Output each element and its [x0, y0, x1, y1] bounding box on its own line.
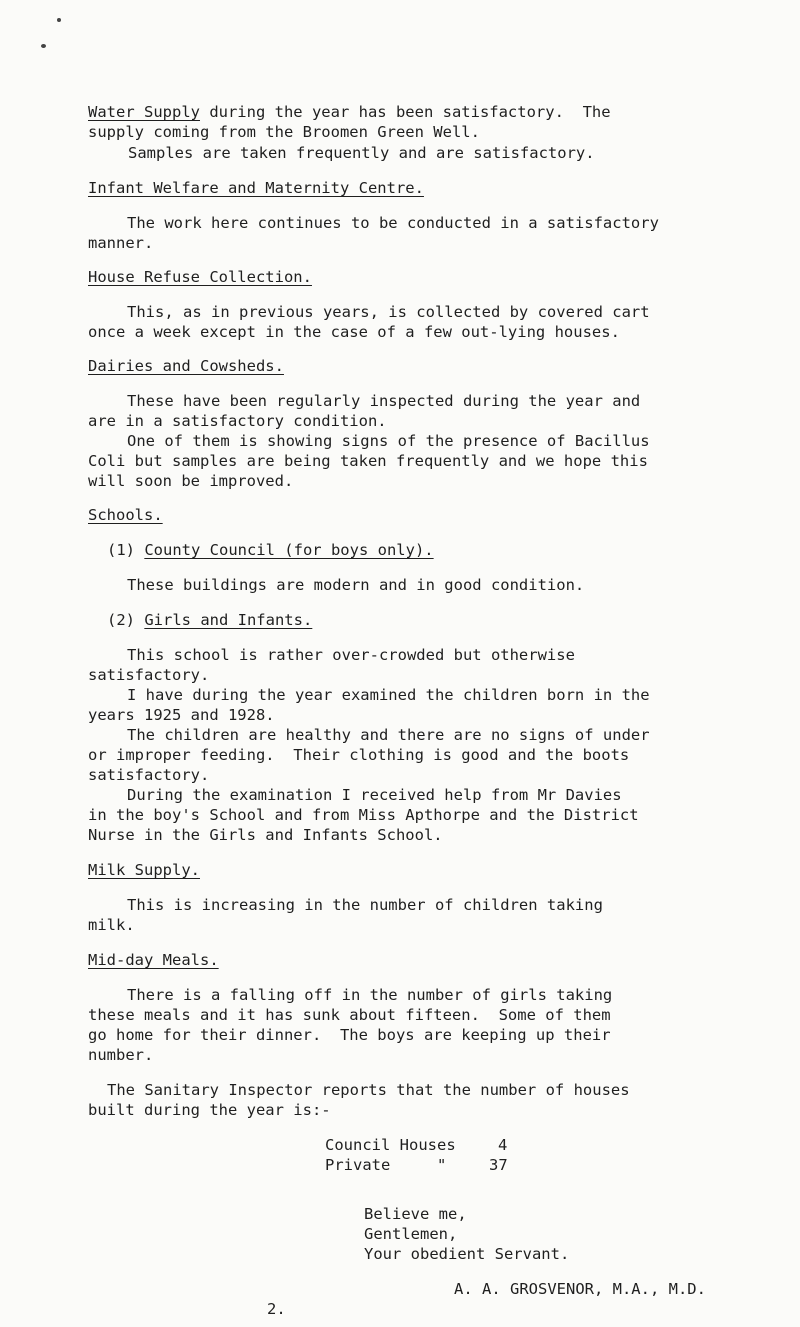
girls-line-10: Nurse in the Girls and Infants School.: [88, 826, 443, 844]
council-houses-count: 4: [498, 1136, 508, 1154]
girls-line-6: or improper feeding. Their clothing is good and the boots: [88, 746, 630, 764]
schools-sub-2: [107, 610, 312, 630]
water-line-1: [88, 102, 611, 122]
girls-line-3: I have during the year examined the children born in the: [127, 686, 650, 704]
infant-line-1: The work here continues to be conducted in a satisfactory: [127, 214, 659, 232]
dairies-line-2: are in a satisfactory condition.: [88, 412, 387, 430]
mid-day-meals-heading: Mid-day Meals.: [88, 951, 219, 969]
closing-line-3: Your obedient Servant.: [364, 1245, 570, 1263]
dairies-heading: Dairies and Cowsheds.: [88, 357, 284, 375]
closing-line-1: Believe me,: [364, 1205, 467, 1223]
infant-line-2: manner.: [88, 234, 154, 252]
ink-mark: [57, 18, 61, 22]
water-line-1-text: during the year has been satisfactory. The: [199, 103, 611, 121]
dairies-line-4: Coli but samples are being taken frequently and we hope this: [88, 452, 648, 470]
meals-line-4: number.: [88, 1046, 154, 1064]
schools-sub-2-number: (2): [107, 611, 145, 629]
dairies-line-5: will soon be improved.: [88, 472, 294, 490]
council-houses-label: Council Houses: [325, 1136, 456, 1154]
schools-sub-1-number: (1): [107, 541, 145, 559]
girls-infants-heading: Girls and Infants.: [144, 611, 313, 629]
girls-line-9: in the boy's School and from Miss Apthorpe and the District: [88, 806, 639, 824]
girls-line-4: years 1925 and 1928.: [88, 706, 275, 724]
dairies-line-3: One of them is showing signs of the presence of Bacillus: [127, 432, 650, 450]
milk-line-2: milk.: [88, 916, 135, 934]
schools-sub-1-line: These buildings are modern and in good condition.: [127, 576, 585, 594]
schools-heading: Schools.: [88, 506, 163, 524]
ink-mark: [41, 44, 46, 48]
schools-sub-1: [107, 540, 434, 560]
page-number: 2.: [267, 1300, 286, 1318]
refuse-line-2: once a week except in the case of a few out-lying houses.: [88, 323, 620, 341]
girls-line-1: This school is rather over-crowded but otherwise: [127, 646, 575, 664]
closing-line-2: Gentlemen,: [364, 1225, 458, 1243]
meals-line-2: these meals and it has sunk about fifteen. Some of them: [88, 1006, 611, 1024]
milk-line-1: This is increasing in the number of children taking: [127, 896, 603, 914]
sanitary-line-1: The Sanitary Inspector reports that the number of houses: [107, 1081, 630, 1099]
girls-line-7: satisfactory.: [88, 766, 210, 784]
sanitary-line-2: built during the year is:-: [88, 1101, 331, 1119]
milk-supply-heading: Milk Supply.: [88, 861, 200, 879]
private-houses-count: 37: [489, 1156, 508, 1174]
meals-line-1: There is a falling off in the number of girls taking: [127, 986, 613, 1004]
dairies-line-1: These have been regularly inspected during the year and: [127, 392, 641, 410]
meals-line-3: go home for their dinner. The boys are keeping up their: [88, 1026, 611, 1044]
house-refuse-heading: House Refuse Collection.: [88, 268, 312, 286]
signature: A. A. GROSVENOR, M.A., M.D.: [454, 1280, 706, 1298]
girls-line-2: satisfactory.: [88, 666, 210, 684]
water-line-3: Samples are taken frequently and are satisfactory.: [128, 144, 595, 162]
water-line-2: supply coming from the Broomen Green Well.: [88, 123, 480, 141]
girls-line-8: During the examination I received help from Mr Davies: [127, 786, 622, 804]
county-council-heading: County Council (for boys only).: [144, 541, 434, 559]
refuse-line-1: This, as in previous years, is collected by covered cart: [127, 303, 650, 321]
water-supply-heading: Water Supply: [88, 103, 200, 121]
infant-welfare-heading: Infant Welfare and Maternity Centre.: [88, 179, 424, 197]
girls-line-5: The children are healthy and there are no signs of under: [127, 726, 650, 744]
private-houses-label: Private ": [325, 1156, 447, 1174]
